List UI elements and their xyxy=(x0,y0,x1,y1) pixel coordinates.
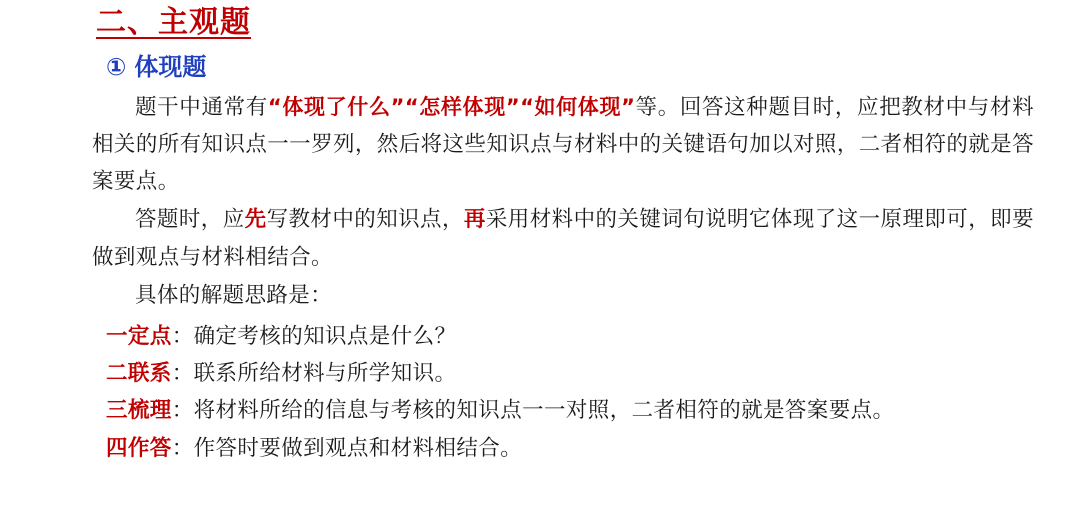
step-label: 二联系 xyxy=(106,360,172,386)
steps-list xyxy=(92,318,1034,468)
step-text: 联系所给材料与所学知识。 xyxy=(193,360,457,385)
step-text: 确定考核的知识点是什么？ xyxy=(193,323,457,348)
section-subtitle-label: 体现题 xyxy=(134,52,207,81)
quoted-phrase-2: “怎样体现” xyxy=(404,94,521,119)
paragraph-3: 具体的解题思路是： xyxy=(135,282,333,307)
step-label: 一定点 xyxy=(106,323,172,349)
step-label: 三梳理 xyxy=(106,398,172,424)
list-item xyxy=(92,355,1034,392)
quoted-phrase-1: “体现了什么” xyxy=(267,94,405,119)
paragraph-2-part-1: 答题时，应 xyxy=(135,206,245,231)
paragraph-1-lead: 题干中通常有 xyxy=(135,94,268,119)
section-subtitle xyxy=(92,52,1034,83)
emphasis-then: 再 xyxy=(463,206,486,232)
paragraph-1-tail: 等。回答这种题目时，应把教材中与材料相关的所有知识点一一罗列，然后将这些知识点与材料中的关键语句加以对照，二者相符的就是答案要点。 xyxy=(92,94,1034,193)
page-title: 二、主观题 xyxy=(96,5,251,40)
quoted-phrase-3: “如何体现” xyxy=(520,94,636,119)
step-separator: ： xyxy=(171,323,194,348)
emphasis-first: 先 xyxy=(244,206,267,232)
step-separator: ： xyxy=(171,398,194,423)
step-label: 四作答 xyxy=(106,435,172,461)
paragraph-2-part-2: 写教材中的知识点， xyxy=(266,206,464,231)
step-text: 作答时要做到观点和材料相结合。 xyxy=(193,435,523,460)
circled-number-icon: ① xyxy=(106,52,127,81)
paragraph-2-part-3: 采用材料中的关键词句说明它体现了这一原理即可，即要做到观点与材料相结合。 xyxy=(92,206,1034,269)
step-text: 将材料所给的信息与考核的知识点一一对照，二者相符的就是答案要点。 xyxy=(193,398,895,423)
list-item xyxy=(92,318,1034,355)
paragraph-1 xyxy=(92,89,1034,200)
list-item xyxy=(92,392,1034,429)
paragraph-2 xyxy=(92,201,1034,276)
step-separator: ： xyxy=(171,360,194,385)
step-separator: ： xyxy=(171,435,194,460)
list-item xyxy=(92,430,1034,467)
